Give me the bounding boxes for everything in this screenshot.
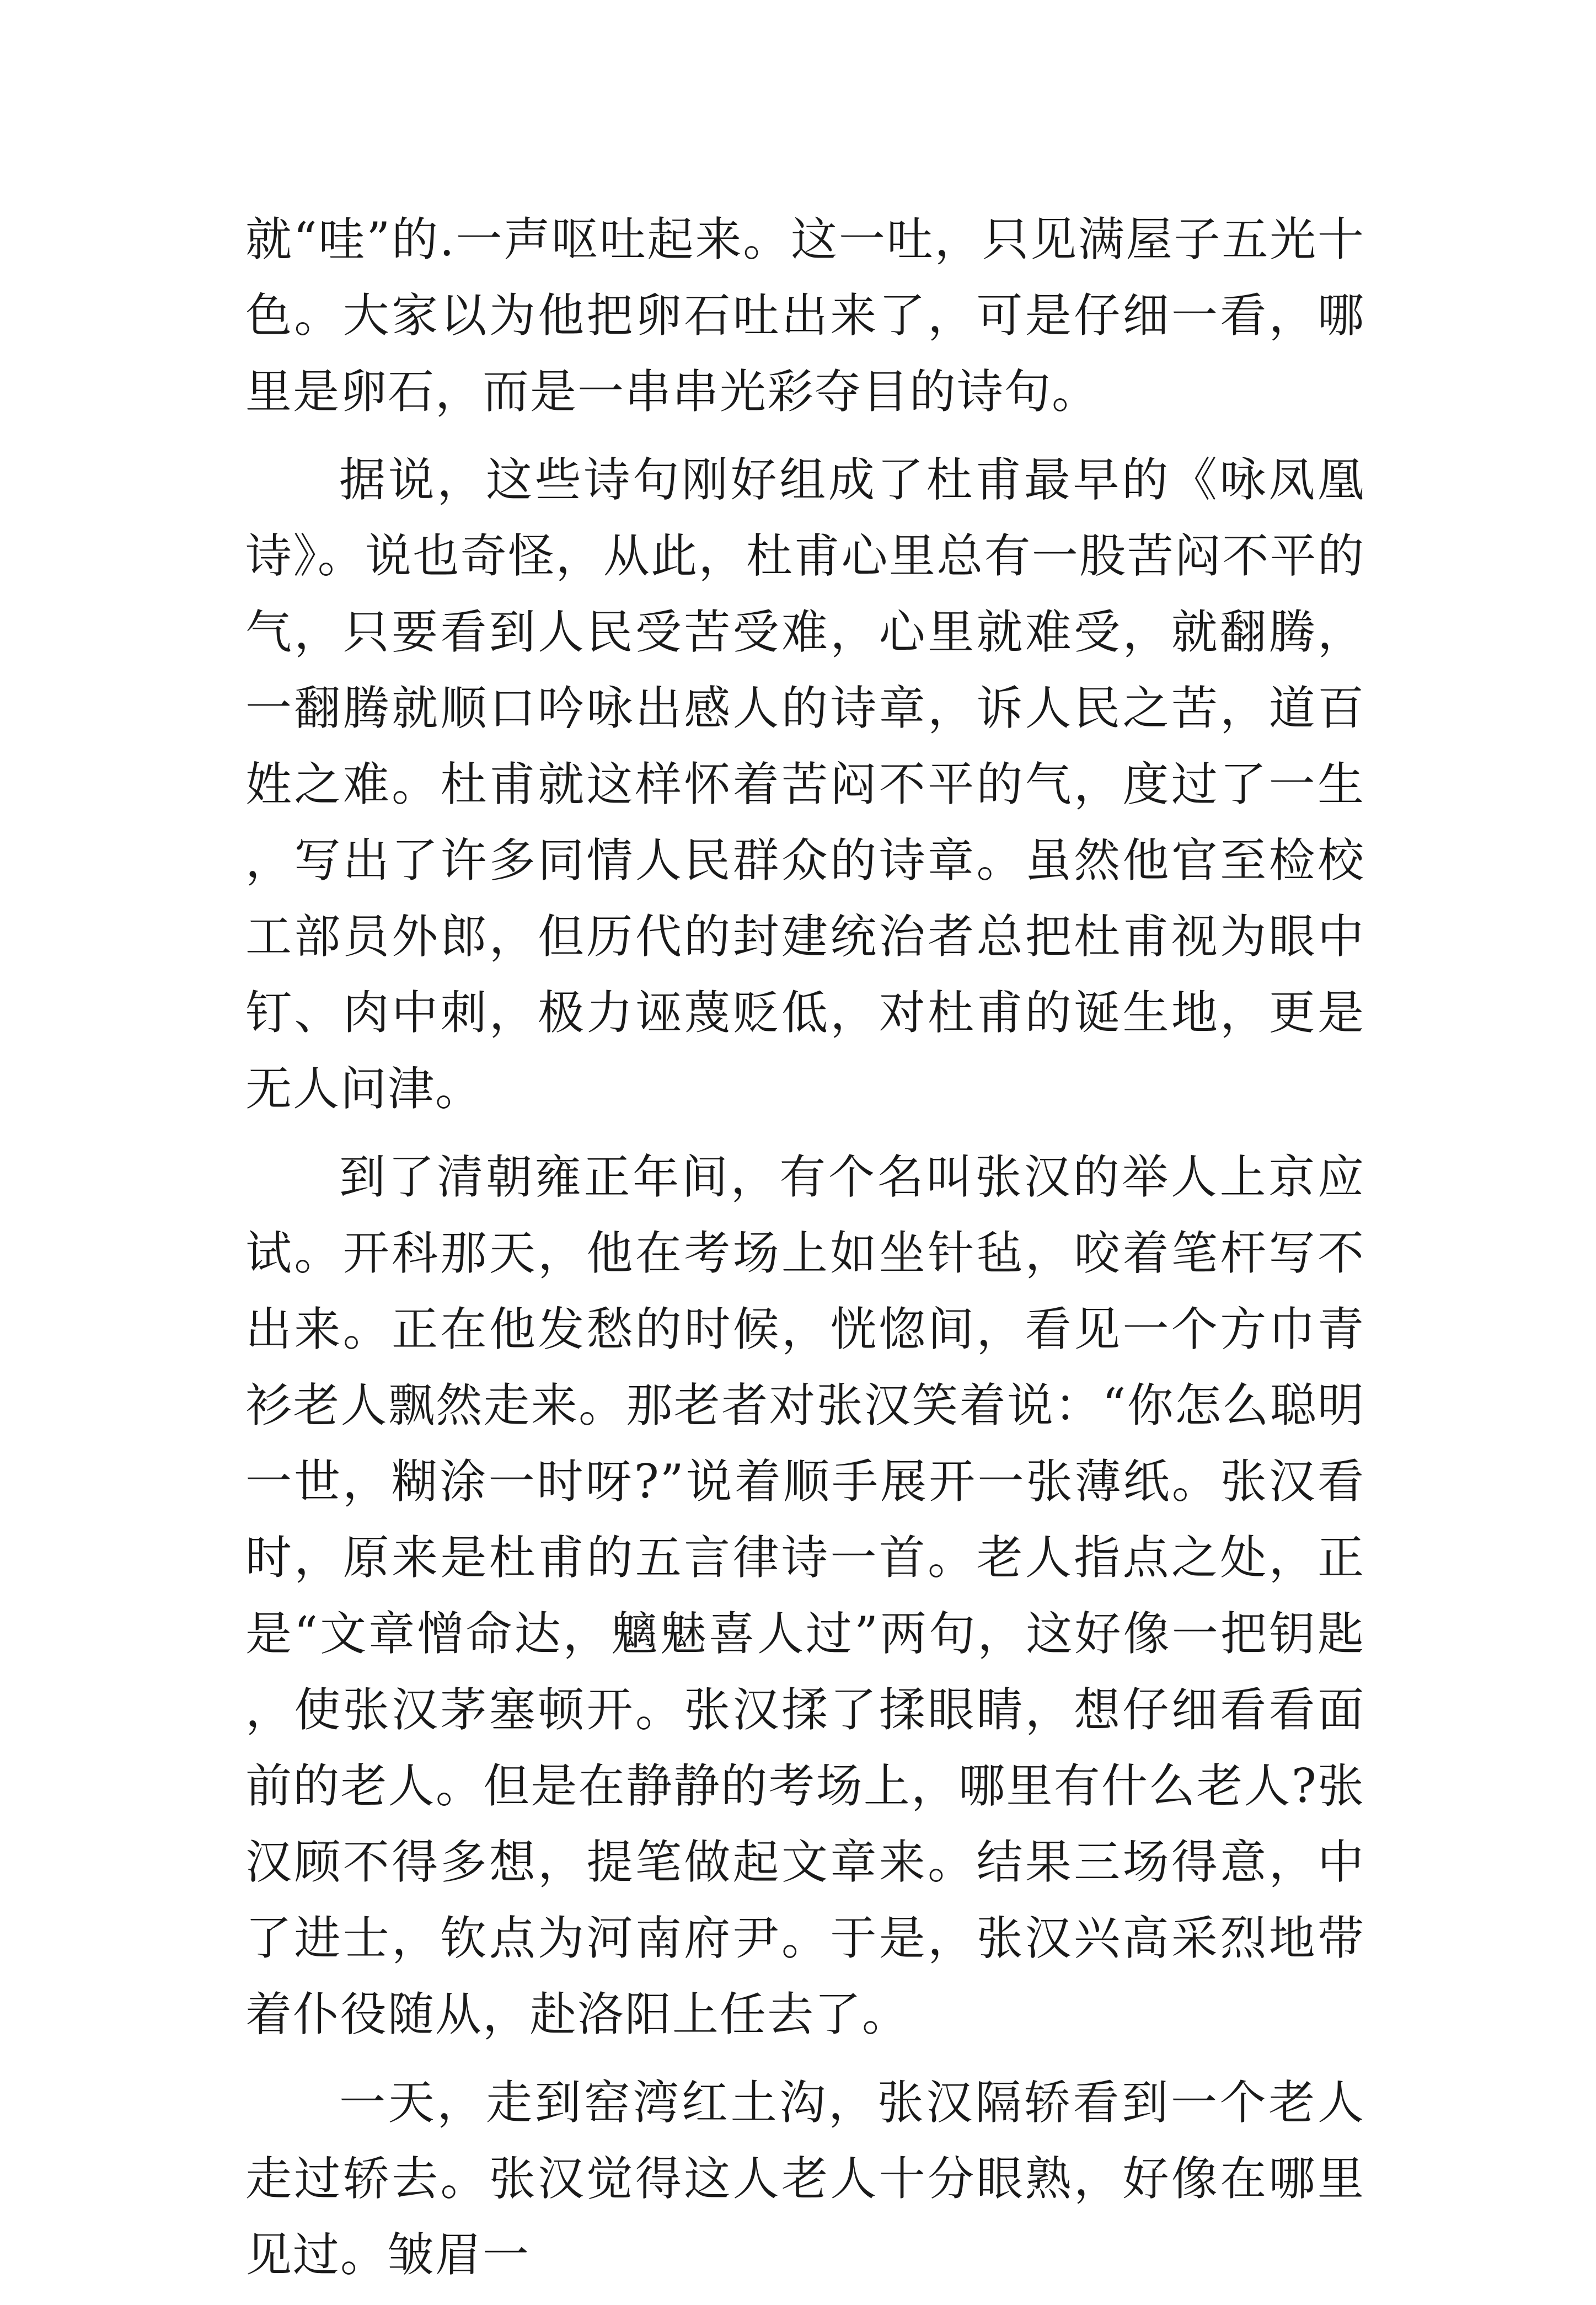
paragraph-4: 一天，走到窑湾红土沟，张汉隔轿看到一个老人走过轿去。张汉觉得这人老人十分眼熟，好像在哪里见过。皱眉一 <box>245 2076 1365 2282</box>
paragraph-3: 到了清朝雍正年间，有个名叫张汉的举人上京应试。开科那天，他在考场上如坐针毡，咬着笔杆写不出来。正在他发愁的时候，恍惚间，看见一个方巾青衫老人飘然走来。那老者对张汉笑着说：“你怎么聪明一世，糊涂一时呀?”说着顺手展开一张薄纸。张汉看时，原来是杜甫的五言律诗一首。老人指点之处，正是“文章憎命达，魑魅喜人过”两句，这好像一把钥匙，使张汉茅塞顿开。张汉揉了揉眼睛，想仔细看看面前的老人。但是在静静的考场上，哪里有什么老人?张汉顾不得多想，提笔做起文章来。结果三场得意，中了进士，钦点为河南府尹。于是，张汉兴高采烈地带着仆役随从，赴洛阳上任去了。 <box>245 1150 1365 2041</box>
document-body <box>245 201 1365 2305</box>
paragraph-2: 据说，这些诗句刚好组成了杜甫最早的《咏凤凰诗》。说也奇怪，从此，杜甫心里总有一股苦闷不平的气，只要看到人民受苦受难，心里就难受，就翻腾，一翻腾就顺口吟咏出感人的诗章，诉人民之苦，道百姓之难。杜甫就这样怀着苦闷不平的气，度过了一生，写出了许多同情人民群众的诗章。虽然他官至检校工部员外郎，但历代的封建统治者总把杜甫视为眼中钉、肉中刺，极力诬蔑贬低，对杜甫的诞生地，更是无人问津。 <box>245 453 1365 1116</box>
paragraph-1: 就“哇”的.一声呕吐起来。这一吐，只见满屋子五光十色。大家以为他把卵石吐出来了，可是仔细一看，哪里是卵石，而是一串串光彩夺目的诗句。 <box>245 212 1365 419</box>
